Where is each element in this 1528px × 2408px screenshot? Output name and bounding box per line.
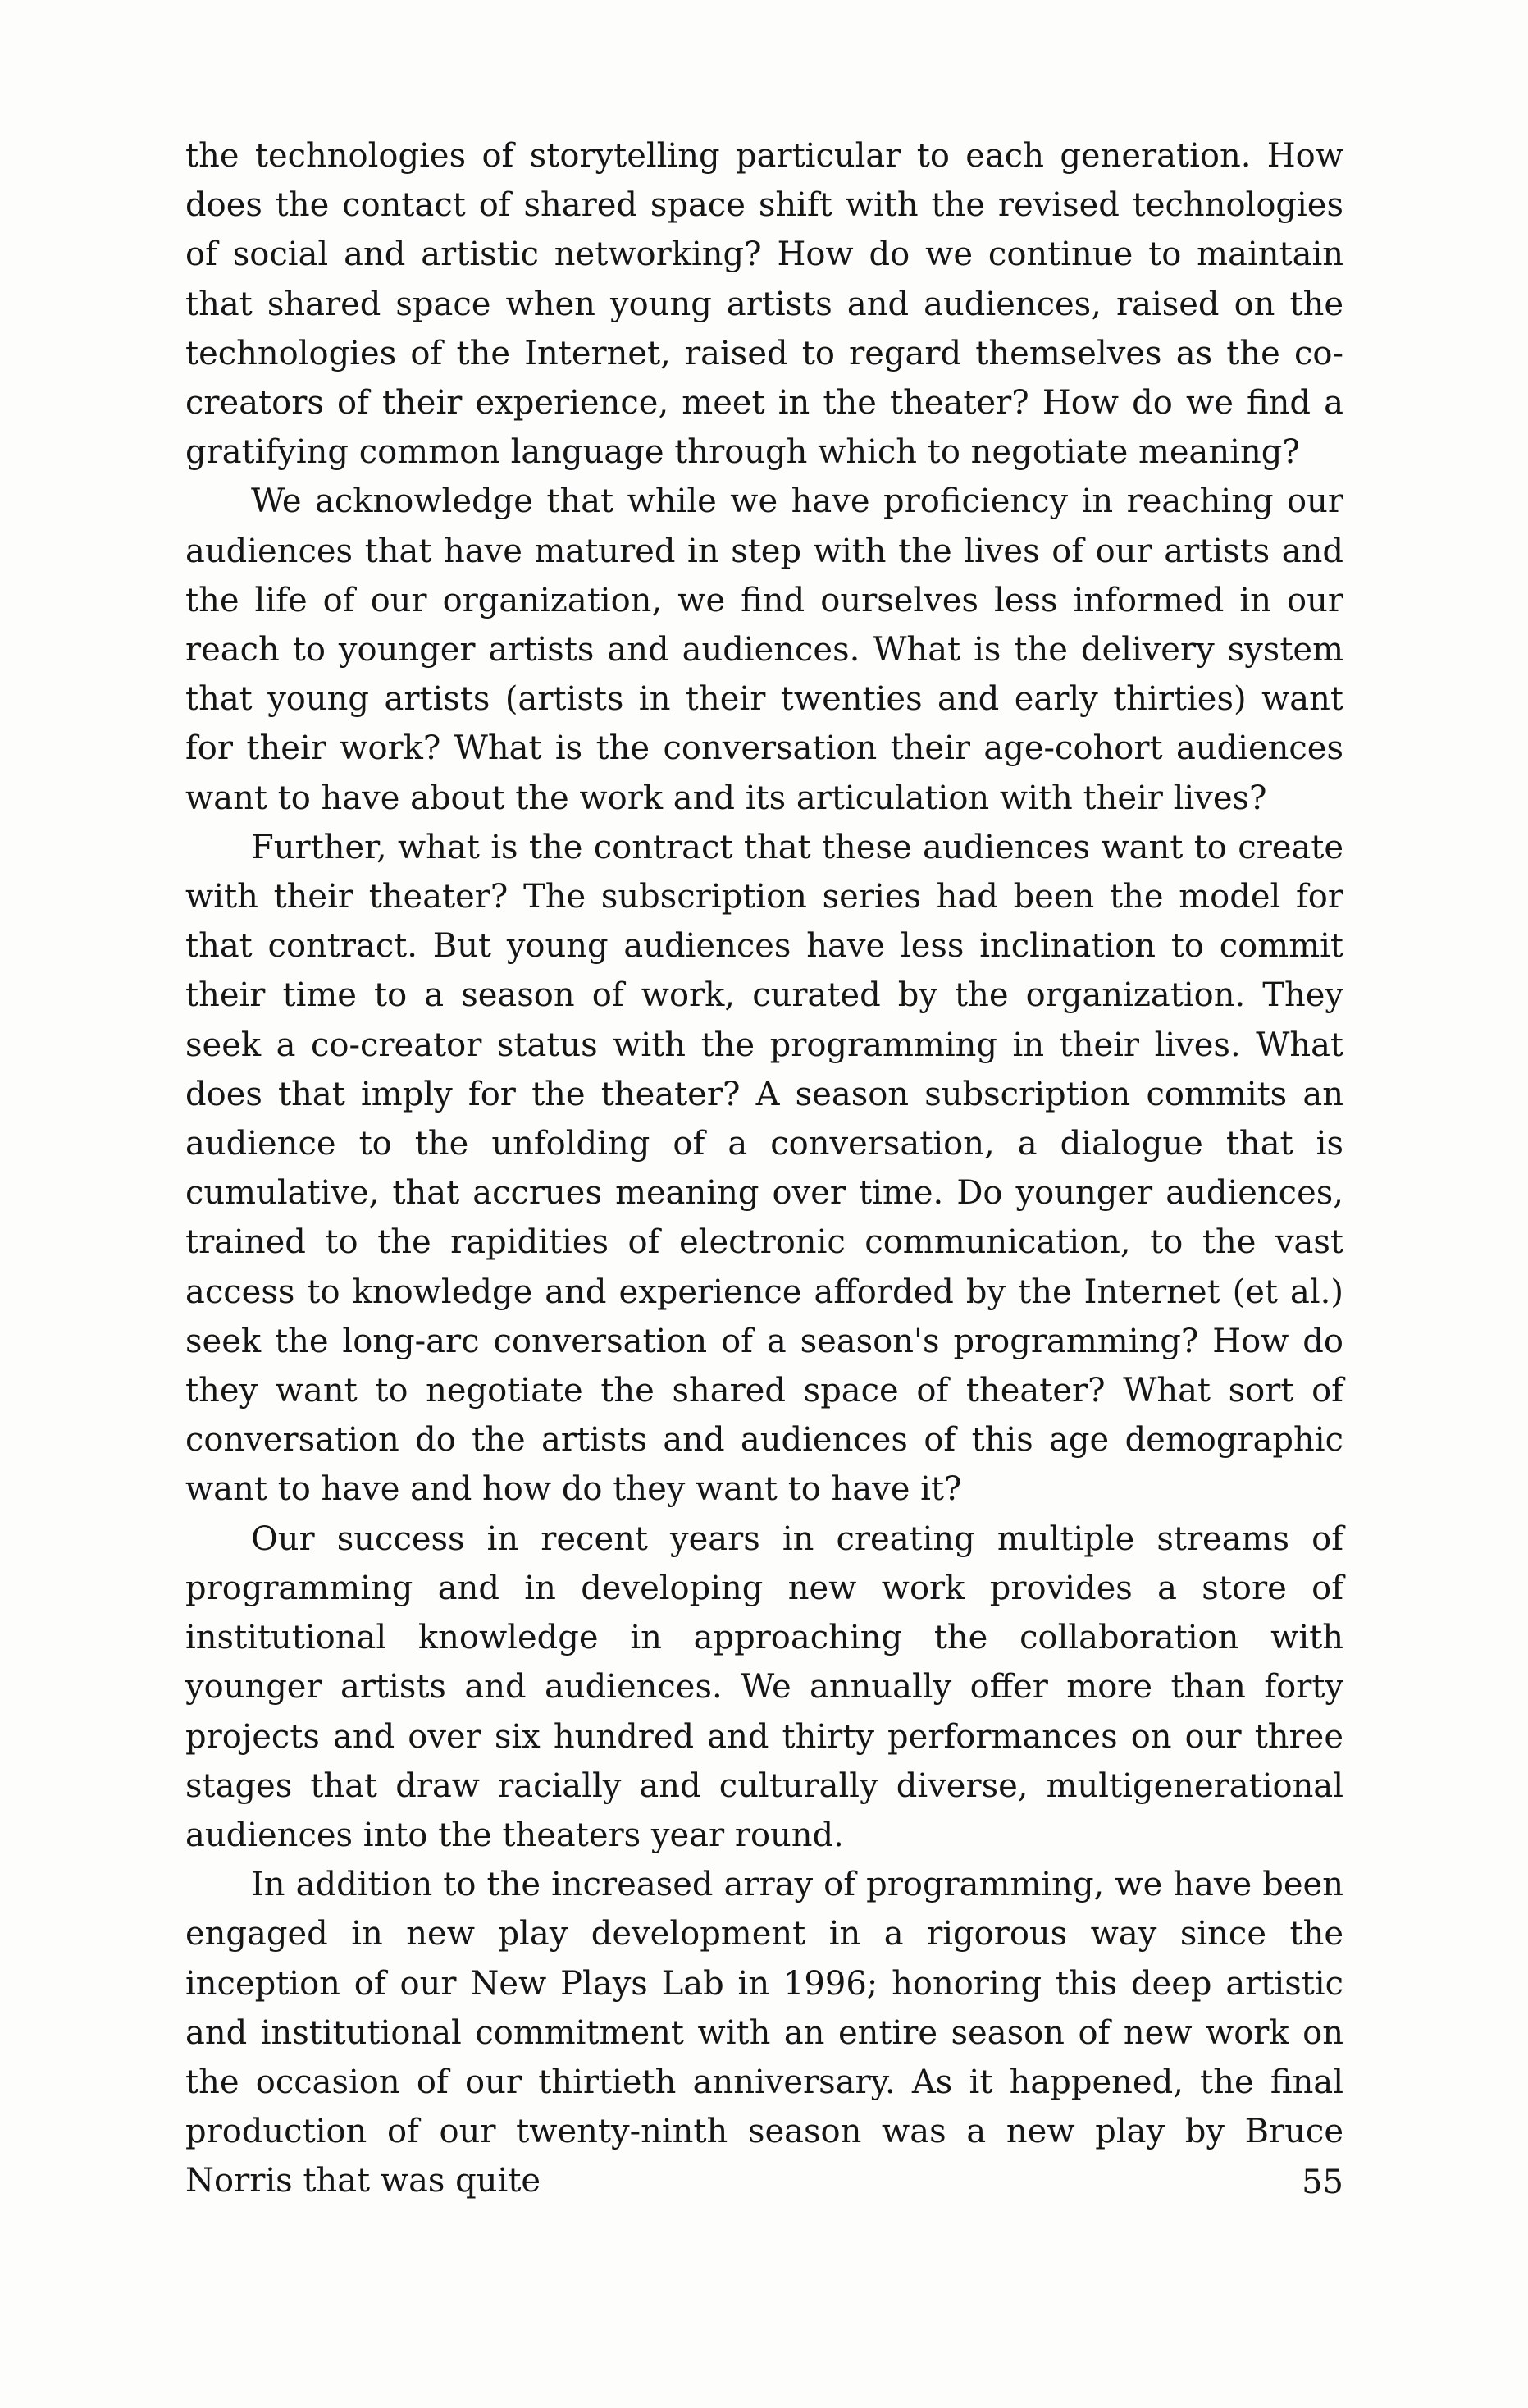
paragraph: We acknowledge that while we have proficiency in reaching our audiences that have matured in step with the lives of our artists and the life of our organization, we find ourselves less informed in our reach to younger artists and audiences. What is the delivery system that young artists (artists in their twenties and early thirties) want for their work? What is the conversation their age-cohort audiences want to have about the work and its articulation with their lives? bbox=[185, 482, 1343, 817]
body-text bbox=[185, 131, 1343, 2206]
page-number: 55 bbox=[1302, 2164, 1343, 2201]
paragraph: the technologies of storytelling particular to each generation. How does the contact of shared space shift with the revised technologies of social and artistic networking? How do we continue to maintain that shared space when young artists and audiences, raised on the technologies of the Internet, raised to regard themselves as the co-creators of their experience, meet in the theater? How do we find a gratifying common language through which to negotiate meaning? bbox=[185, 137, 1343, 472]
paragraph: Our success in recent years in creating multiple streams of programming and in developing new work provides a store of institutional knowledge in approaching the collaboration with younger artists and audiences. We annually offer more than forty projects and over six hundred and thirty performances on our three stages that draw racially and culturally diverse, multigenerational audiences into the theaters year round. bbox=[185, 1519, 1343, 1854]
paragraph: In addition to the increased array of programming, we have been engaged in new play development in a rigorous way since the inception of our New Plays Lab in 1996; honoring this deep artistic and institutional commitment with an entire season of new work on the occasion of our thirtieth anniversary. As it happened, the final production of our twenty-ninth season was a new play by Bruce Norris that was quite bbox=[185, 1866, 1343, 2200]
paragraph: Further, what is the contract that these audiences want to create with their theater? The subscription series had been the model for that contract. But young audiences have less inclination to commit their time to a season of work, curated by the organization. They seek a co-creator status with the programming in their lives. What does that imply for the theater? A season subscription commits an audience to the unfolding of a conversation, a dialogue that is cumulative, that accrues meaning over time. Do younger audiences, trained to the rapidities of electronic communication, to the vast access to knowledge and experience afforded by the Internet (et al.) seek the long-arc conversation of a season's programming? How do they want to negotiate the shared space of theater? What sort of conversation do the artists and audiences of this age demographic want to have and how do they want to have it? bbox=[185, 828, 1343, 1509]
